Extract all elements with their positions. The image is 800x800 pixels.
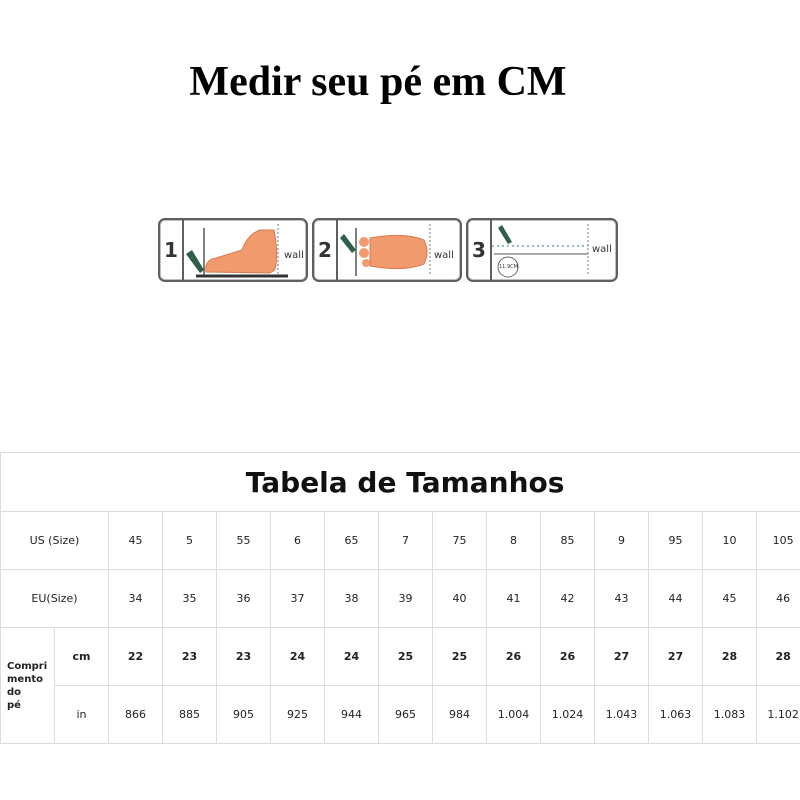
- size-chart-table: [0, 452, 800, 744]
- in-cell: 965: [379, 686, 433, 744]
- us-size-cell: 6: [271, 512, 325, 570]
- step-2-wall-label: wall: [434, 250, 454, 261]
- eu-size-cell: 46: [757, 570, 800, 628]
- cm-cell: 27: [595, 628, 649, 686]
- eu-size-cell: 45: [703, 570, 757, 628]
- in-cell: 1.102: [757, 686, 800, 744]
- step-1-wall-label: wall: [284, 250, 304, 261]
- us-size-cell: 75: [433, 512, 487, 570]
- page-title: Medir seu pé em CM: [189, 59, 567, 105]
- in-unit-label: in: [55, 686, 109, 744]
- foot-length-label: Compri mento do pé: [1, 628, 55, 744]
- us-size-cell: 5: [163, 512, 217, 570]
- in-row: [1, 686, 800, 744]
- cm-cell: 24: [271, 628, 325, 686]
- measuring-steps-illustration: [158, 215, 618, 285]
- in-cell: 925: [271, 686, 325, 744]
- in-cell: 1.004: [487, 686, 541, 744]
- cm-cell: 26: [541, 628, 595, 686]
- step-3-panel: [466, 218, 618, 282]
- in-cell: 944: [325, 686, 379, 744]
- step-1-number: 1: [160, 220, 184, 280]
- us-size-cell: 55: [217, 512, 271, 570]
- cm-row: [1, 628, 800, 686]
- cm-cell: 23: [217, 628, 271, 686]
- eu-size-cell: 40: [433, 570, 487, 628]
- cm-cell: 25: [379, 628, 433, 686]
- us-size-cell: 95: [649, 512, 703, 570]
- eu-size-cell: 39: [379, 570, 433, 628]
- eu-size-cell: 41: [487, 570, 541, 628]
- eu-size-cell: 38: [325, 570, 379, 628]
- cm-cell: 28: [703, 628, 757, 686]
- cm-cell: 24: [325, 628, 379, 686]
- in-cell: 1.024: [541, 686, 595, 744]
- us-size-label: US (Size): [1, 512, 109, 570]
- cm-cell: 23: [163, 628, 217, 686]
- in-cell: 984: [433, 686, 487, 744]
- step-1-panel: [158, 218, 308, 282]
- cm-cell: 25: [433, 628, 487, 686]
- eu-size-cell: 35: [163, 570, 217, 628]
- us-size-cell: 105: [757, 512, 800, 570]
- in-cell: 885: [163, 686, 217, 744]
- eu-size-cell: 34: [109, 570, 163, 628]
- step-2-panel: [312, 218, 462, 282]
- in-cell: 866: [109, 686, 163, 744]
- step-2-number: 2: [314, 220, 338, 280]
- cm-cell: 26: [487, 628, 541, 686]
- us-size-cell: 45: [109, 512, 163, 570]
- eu-size-cell: 44: [649, 570, 703, 628]
- step-3-number: 3: [468, 220, 492, 280]
- cm-cell: 22: [109, 628, 163, 686]
- us-size-row: [1, 512, 800, 570]
- us-size-cell: 85: [541, 512, 595, 570]
- in-cell: 1.043: [595, 686, 649, 744]
- in-cell: 905: [217, 686, 271, 744]
- us-size-cell: 65: [325, 512, 379, 570]
- us-size-cell: 7: [379, 512, 433, 570]
- cm-unit-label: cm: [55, 628, 109, 686]
- us-size-cell: 10: [703, 512, 757, 570]
- step-3-measure-label: 11.9CM: [499, 264, 518, 270]
- eu-size-row: [1, 570, 800, 628]
- us-size-cell: 9: [595, 512, 649, 570]
- in-cell: 1.083: [703, 686, 757, 744]
- cm-cell: 27: [649, 628, 703, 686]
- us-size-cell: 8: [487, 512, 541, 570]
- eu-size-cell: 43: [595, 570, 649, 628]
- step-3-wall-label: wall: [592, 244, 612, 255]
- in-cell: 1.063: [649, 686, 703, 744]
- table-title: Tabela de Tamanhos: [1, 453, 800, 512]
- eu-size-cell: 37: [271, 570, 325, 628]
- eu-size-label: EU(Size): [1, 570, 109, 628]
- eu-size-cell: 36: [217, 570, 271, 628]
- eu-size-cell: 42: [541, 570, 595, 628]
- cm-cell: 28: [757, 628, 800, 686]
